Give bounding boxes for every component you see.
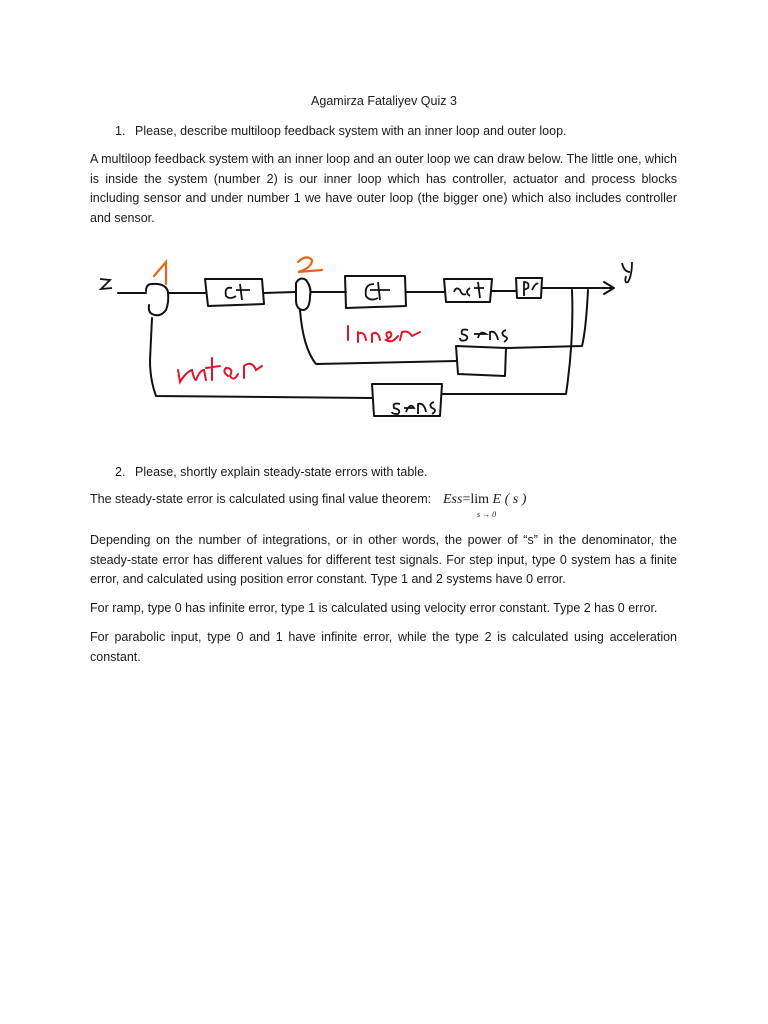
question-2-number: 2.: [115, 465, 126, 479]
formula-lim: lim: [470, 492, 490, 507]
controller-block-1: [205, 279, 264, 306]
formula-intro: The steady-state error is calculated using final value theorem:: [90, 492, 432, 506]
outer-label-glyph: [178, 358, 262, 382]
controller-block-2: [345, 276, 406, 308]
question-1-number: 1.: [115, 124, 126, 138]
inner-sensor-block: [456, 346, 506, 376]
answer-2-paragraph-3: For parabolic input, type 0 and 1 have infinite error, while the type 2 is calculated using acceleration constant.: [90, 630, 677, 664]
formula-expr: E ( s ): [492, 492, 527, 507]
summing-junction-2: [296, 279, 311, 310]
outer-loop-number-1: [154, 262, 166, 284]
inner-loop-number-2: [298, 257, 322, 272]
inner-label-glyph: [348, 326, 420, 342]
question-1-text: Please, describe multiloop feedback system with an inner loop and outer loop.: [135, 124, 567, 138]
block4-pr-glyph: [524, 282, 538, 296]
formula-lhs: Ess: [443, 492, 463, 507]
summing-junction-1: [146, 284, 168, 315]
block2-ct-glyph: [366, 282, 390, 300]
formula-eq: =: [462, 492, 471, 507]
diagram-input-label: z: [0, 0, 1, 1]
input-z-glyph: [100, 279, 112, 289]
answer-1-paragraph: A multiloop feedback system with an inner loop and an outer loop we can draw below. The little one, which is inside the system (number 2) is our inner loop which has controller, actuator and process blocks including sensor and under number 1 we have outer loop (the bigger one) which also includes controller and sensor.: [90, 152, 677, 225]
answer-2-paragraph-2: For ramp, type 0 has infinite error, type 1 is calculated using velocity error constant. Type 2 has 0 error.: [90, 601, 658, 615]
inner-sens-glyph: [460, 330, 507, 343]
block1-ct-glyph: [226, 284, 250, 300]
final-value-formula: [443, 492, 527, 519]
answer-2-paragraph-1: Depending on the number of integrations, or in other words, the power of “s” in the denominator, the steady-state error has different values for different test signals. For step input, type 0 system has a finite error, and calculated using position error constant. Type 1 and 2 systems have 0 error.: [90, 533, 677, 586]
block3-act-glyph: [454, 282, 484, 298]
process-block: [516, 278, 542, 298]
document-title: Agamirza Fataliyev Quiz 3: [311, 94, 457, 108]
question-2-text: Please, shortly explain steady-state errors with table.: [135, 465, 428, 479]
outer-sens-glyph: [392, 402, 435, 414]
output-y-glyph: [622, 262, 632, 282]
formula-limit-subscript: s → 0: [477, 510, 497, 519]
